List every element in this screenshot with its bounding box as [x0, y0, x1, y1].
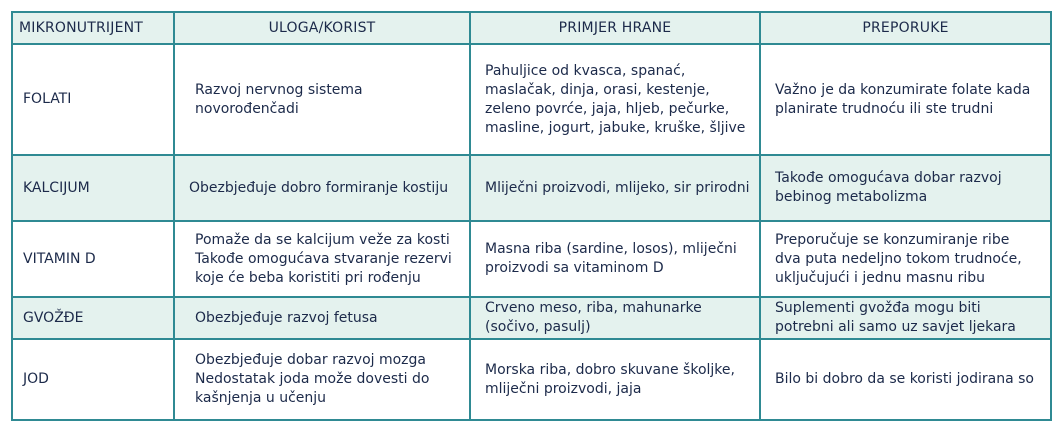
header-food-examples: PRIMJER HRANE — [470, 12, 760, 44]
food-line: Crveno meso, riba, mahunarke — [485, 300, 702, 316]
role-cell — [174, 221, 470, 297]
food-line: maslačak, dinja, orasi, kestenje, — [485, 81, 710, 98]
food-line: mliječni proizvodi, jaja — [485, 380, 642, 397]
role-line: Obezbjeđuje dobar razvoj mozga — [195, 352, 426, 368]
nutrient-name: FOLATI — [12, 44, 174, 155]
recommendation-line: dva puta nedeljno tokom trudnoće, — [775, 250, 1022, 267]
role-line: Pomaže da se kalcijum veže za kosti — [195, 231, 450, 248]
recommendation-line: Preporučuje se konzumiranje ribe — [775, 231, 1010, 248]
header-role: ULOGA/KORIST — [174, 12, 470, 44]
food-cell — [470, 221, 760, 297]
table-header-row — [12, 12, 1051, 44]
role-line: Obezbjeđuje dobro formiranje kostiju — [189, 179, 449, 196]
table-row — [12, 297, 1051, 339]
recommendation-line: Takođe omogućava dobar razvoj — [775, 170, 1002, 186]
recommendation-line: uključujući i jednu masnu ribu — [775, 269, 986, 286]
table-row — [12, 44, 1051, 155]
header-micronutrient: MIKRONUTRIJENT — [12, 12, 174, 44]
table-row — [12, 155, 1051, 221]
role-cell — [174, 339, 470, 420]
food-cell — [470, 155, 760, 221]
recommendation-line: Važno je da konzumirate folate kada — [775, 81, 1031, 98]
recommendation-cell — [760, 155, 1051, 221]
recommendation-line: planirate trudnoću ili ste trudni — [775, 100, 994, 117]
role-line: Nedostatak joda može dovesti do — [195, 371, 430, 387]
role-line: Razvoj nervnog sistema — [195, 81, 363, 98]
role-line: novorođenčadi — [195, 100, 299, 117]
micronutrient-table — [11, 11, 1052, 421]
food-line: proizvodi sa vitaminom D — [485, 260, 664, 276]
recommendation-line: Bilo bi dobro da se koristi jodirana so — [775, 371, 1034, 387]
food-line: Mliječni proizvodi, mlijeko, sir prirodni — [485, 179, 750, 196]
food-line: zeleno povrće, jaja, hljeb, pečurke, — [485, 100, 730, 117]
food-line: Masna riba (sardine, losos), mliječni — [485, 241, 737, 257]
nutrient-name: JOD — [12, 339, 174, 420]
role-cell — [174, 297, 470, 339]
food-cell — [470, 339, 760, 420]
recommendation-line: bebinog metabolizma — [775, 189, 928, 205]
nutrient-name: VITAMIN D — [12, 221, 174, 297]
role-line: Takođe omogućava stvaranje rezervi — [195, 250, 452, 267]
role-line: kašnjenja u učenju — [195, 390, 327, 406]
role-cell — [174, 44, 470, 155]
recommendation-cell — [760, 221, 1051, 297]
food-line: masline, jogurt, jabuke, kruške, šljive — [485, 119, 746, 136]
recommendation-cell — [760, 339, 1051, 420]
recommendation-line: Suplementi gvožđa mogu biti — [775, 300, 981, 316]
role-line: koje će beba koristiti pri rođenju — [195, 269, 421, 286]
role-cell — [174, 155, 470, 221]
recommendation-cell — [760, 297, 1051, 339]
recommendation-cell — [760, 44, 1051, 155]
recommendation-line: potrebni ali samo uz savjet ljekara — [775, 319, 1016, 335]
table-row — [12, 339, 1051, 420]
table-row — [12, 221, 1051, 297]
role-line: Obezbjeđuje razvoj fetusa — [195, 309, 378, 326]
micronutrient-table-container — [11, 11, 1050, 421]
header-recommendations: PREPORUKE — [760, 12, 1051, 44]
food-cell — [470, 297, 760, 339]
food-line: (sočivo, pasulj) — [485, 319, 591, 335]
food-cell — [470, 44, 760, 155]
food-line: Morska riba, dobro skuvane školjke, — [485, 361, 735, 378]
nutrient-name: KALCIJUM — [12, 155, 174, 221]
food-line: Pahuljice od kvasca, spanać, — [485, 62, 686, 79]
nutrient-name: GVOŽĐE — [12, 297, 174, 339]
